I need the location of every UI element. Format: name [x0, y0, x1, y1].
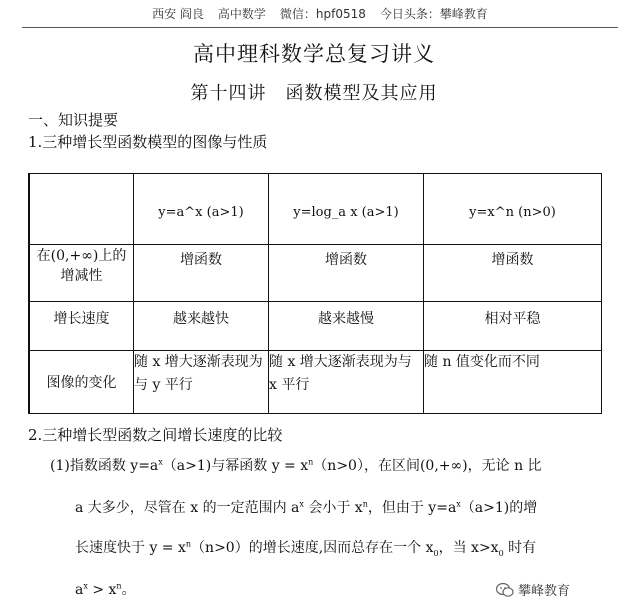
row-label-growth-speed: 增长速度 — [29, 302, 134, 351]
watermark-text: 攀峰教育 — [518, 584, 571, 599]
row-label-graph-change: 图像的变化 — [29, 351, 134, 414]
col-header-exponential — [134, 174, 269, 245]
watermark — [496, 580, 570, 599]
cell-monotonicity-exp: 增函数 — [134, 245, 269, 302]
header-author: 西安 阎良 — [152, 7, 204, 21]
subsection-heading-1: 1.三种增长型函数模型的图像与性质 — [28, 133, 268, 151]
cell-monotonicity-power: 增函数 — [424, 245, 602, 302]
row-label-monotonicity: 在(0,+∞)上的增减性 — [29, 245, 134, 302]
paragraph-line-3: 长速度快于 $y = x^n(n>0)$的增长速度,因而总存在一个 $x_0$，当 $x>x_0$ 时有 — [75, 539, 537, 558]
lecture-subtitle: 第十四讲 函数模型及其应用 — [190, 83, 438, 104]
wechat-icon — [496, 582, 514, 598]
cell-graph-exp: 随 x 增大逐渐表现为与 y 平行 — [134, 351, 269, 414]
section-heading-1: 一、知识提要 — [28, 111, 119, 129]
paragraph-line-1: (1)指数函数 $y=a^x(a>1)$与幂函数 $y = x^n(n>0)$，在区间(0,+∞)，无论 n 比 — [50, 457, 542, 474]
document-title: 高中理科数学总复习讲义 — [193, 42, 435, 66]
section-heading-2: 2.三种增长型函数之间增长速度的比较 — [28, 426, 283, 444]
col-header-power — [424, 174, 602, 245]
header-wechat: 微信：hpf0518 — [279, 7, 366, 21]
col-header-power-text: y=x^n (n>0) — [469, 204, 556, 220]
cell-growth-log: 越来越慢 — [269, 302, 424, 351]
page-header — [22, 0, 618, 28]
cell-growth-exp: 越来越快 — [134, 302, 269, 351]
cell-graph-power: 随 n 值变化而不同 — [424, 351, 602, 414]
paragraph-line-2: a 大多少，尽管在 x 的一定范围内 $a^x$ 会小于 $x^n$，但由于 $y=a^x(a>1)$的增 — [75, 499, 538, 516]
paragraph-line-4: $a^x > x^n$。 — [75, 581, 136, 598]
header-platform: 今日头条：攀峰教育 — [379, 7, 488, 21]
table-corner-cell — [29, 174, 134, 245]
function-model-table — [28, 173, 602, 414]
cell-monotonicity-log: 增函数 — [269, 245, 424, 302]
col-header-logarithmic — [269, 174, 424, 245]
header-subject: 高中数学 — [217, 7, 266, 21]
cell-graph-log: 随 x 增大逐渐表现为与 x 平行 — [269, 351, 424, 414]
cell-growth-power: 相对平稳 — [424, 302, 602, 351]
col-header-exponential-text: y=a^x (a>1) — [158, 204, 244, 220]
col-header-logarithmic-text: y=log_a x (a>1) — [293, 204, 399, 220]
